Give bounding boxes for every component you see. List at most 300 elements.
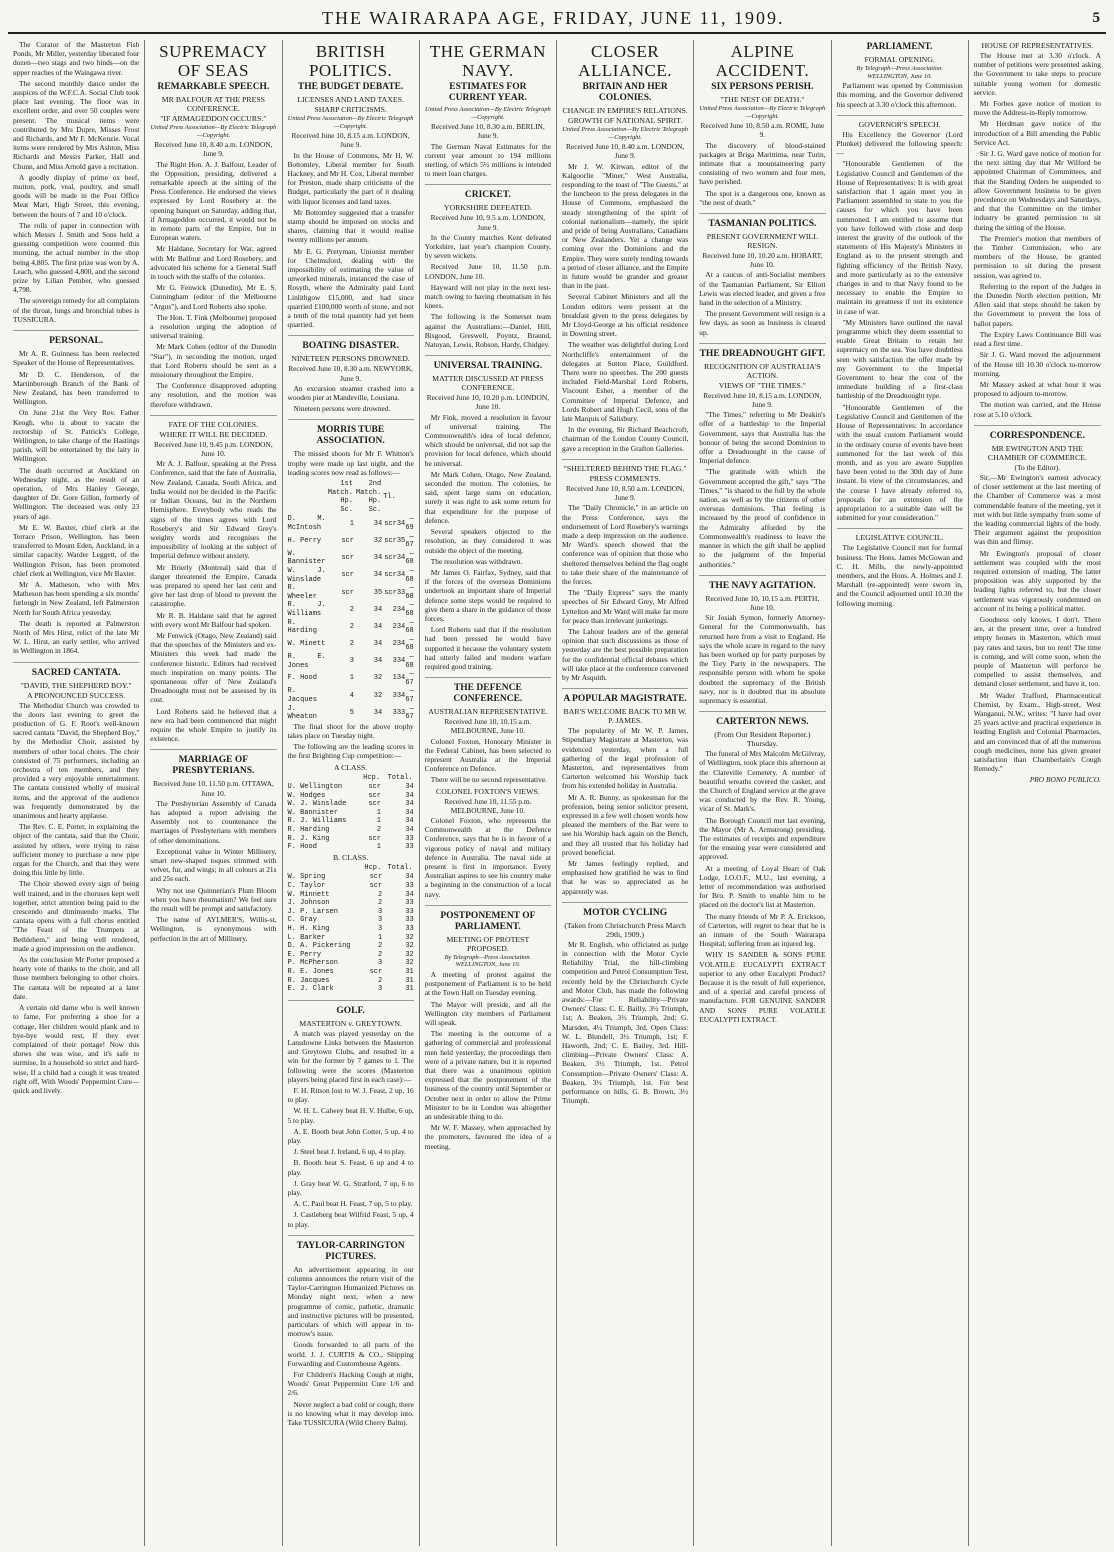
paragraph: The final shoot for the above trophy takes place on Tuesday night.	[287, 721, 414, 740]
paragraph: J. Castleberg beat Wilfrid Feast, 5 up, 4 to play.	[287, 1210, 414, 1229]
subheadline: (Taken from Christchurch Press March 29th, 1909.)	[564, 920, 686, 939]
table-cell: scr	[368, 800, 381, 809]
advertisement: WHY IS SANDER & SONS PURE VOLATILE EUCALYPTI EXTRACT superior to any other Eucalypti Product? Because it is the result of full experience, and of a special and careful process of manufacture. FOR GENUINE SANDER AND SONS PURE VOLATILE EUCALYPTI EXTRACT.	[699, 950, 826, 1024]
column-7	[832, 40, 969, 1546]
paragraph: The spot is a dangerous one, known as "the nest of death."	[699, 188, 826, 207]
subheadline: LICENSES AND LAND TAXES.	[297, 95, 404, 104]
table-cell: R. Jacques	[287, 687, 317, 704]
paragraph: J. Gray beat W. G. Stratford, 7 up, 6 to play.	[287, 1178, 414, 1198]
table-cell: 32	[373, 536, 383, 545]
table-cell: 2	[392, 640, 397, 649]
dateline: Received June 10, 8.30 a.m. BERLIN, June 9.	[431, 122, 545, 141]
table-cell: 3	[378, 916, 383, 925]
paragraph: The many friends of Mr P. A. Erickson, of Carterton, will regret to hear that he is an inmate of the South Wairarapa Hospital, suffering from an injured leg.	[699, 911, 826, 949]
article-personal	[13, 330, 139, 656]
headline: CARTERTON NEWS.	[716, 717, 809, 728]
verse-ad: A certain old dame who is well known to fame, For preferring a shoe for a cottage, Her children would plank and to bye-bye would rest, If they ever complained of their pottage! Now this shows she was wise, and it's safe to surmise, In a household so strict and hard-wise, If a child had a cough it was treated right off, With Woods' Peppermint Cure—quick and lively.	[13, 1003, 140, 1095]
table-cell: U. Wellington	[287, 783, 343, 792]
table-row	[288, 985, 414, 994]
table-cell: 1	[349, 519, 354, 528]
table-row	[288, 891, 414, 900]
table-cell: 32	[373, 691, 383, 700]
table-cell: 35	[396, 536, 406, 545]
paragraph: At a caucus of anti-Socialist members of the Tasmanian Parliament, Sir Elliott Lewis was elected leader, and given a free hand in the selection of a Ministry.	[699, 270, 826, 308]
paragraph: Mr Ewington's proposal of closer settlement was coupled with the most required extension of roading. The latter proposition was ably supported by the leading lights referred to, but the closer settlement was vigorously condemned on account of its being a political matter.	[973, 548, 1101, 613]
paragraph: On June 21st the Very Rev. Father Keogh, who is about to vacate the rectorship of St. Patrick's College, Wellington, to take charge of the Hastings parish, will be entertained by the laity in Wellington.	[13, 408, 140, 464]
table-cell: 34	[373, 554, 383, 563]
table-cell: —68	[405, 584, 414, 601]
table-cell: 32	[405, 959, 414, 968]
paragraph: "Honourable Gentlemen of the Legislative Council and Gentlemen of the House of Representatives: In accordance with the usual custom Parliament would in the ordinary course of events have been summoned for the last week of this month, and as you are aware Supplies have been voted to the 30th day of June instant. In view of the circumstances, and the course I have already referred to, proposals for an extension of the appropriation to a suitable date will be submitted for your consideration."	[836, 402, 963, 523]
page-number: 5	[1092, 9, 1100, 26]
table-cell: —69	[405, 515, 414, 533]
subheadline: "DAVID, THE SHEPHERD BOY."	[20, 680, 132, 690]
table-row	[288, 959, 414, 968]
credit-line: By Telegraph—Press Association. WELLINGTON, June 10.	[444, 953, 532, 969]
paragraph: Why not use Quinnerian's Plum Bloom when you have rheumatism? We feel sure the result will be prompt and satisfactory.	[150, 885, 277, 914]
paragraph: Mr Brierly (Montreal) said that if danger threatened the Empire, Canada was prepared to spend her last cent and give her last drop of blood to prevent the catastrophe.	[150, 562, 277, 609]
table-cell: scr	[368, 791, 381, 800]
subheadline: MR EWINGTON AND THE CHAMBER OF COMMERCE.	[987, 443, 1087, 462]
headline: ALPINE ACCIDENT.	[715, 42, 810, 80]
paragraph: Mr A. R. Guinness has been reelected Speaker of the House of Representatives.	[13, 349, 140, 368]
table-cell: 32	[405, 950, 414, 959]
headline: HOUSE OF REPRESENTATIVES.	[981, 41, 1094, 50]
table-cell: 3	[378, 925, 383, 934]
subheadline: COLONEL FOXTON'S VIEWS.	[436, 786, 540, 796]
dateline: Received June 10, 8.40 a.m. LONDON, June 9.	[154, 140, 273, 159]
headline: BOATING DISASTER.	[302, 341, 399, 352]
table-cell: 35	[373, 588, 383, 597]
table-cell: J. P. Larsen	[287, 907, 338, 916]
article-correspondence	[974, 425, 1101, 785]
subheadline: REMARKABLE SPEECH.	[157, 82, 270, 92]
paragraph: The present Government will resign is a few days, as soon as business is cleared up.	[699, 309, 826, 337]
article-closer-alliance	[562, 42, 688, 453]
subheadline: PRESS COMMENTS.	[589, 473, 661, 483]
paragraph: The Borough Council met last evening, the Mayor (Mr A. Armstrong) presiding. The estimates of receipts and expenditure for the ensuing year were considered and approved.	[699, 815, 826, 862]
paragraph: Mr E. W. Baxter, chief clerk at the Terrace Prison, Wellington, has been transferred to Mount Eden, Auckland, in a similar capacity. Warder Leggett, of the Wellington Prison, has been promoted chief clerk at Wellington, vice Mr Baxter.	[13, 522, 140, 578]
table-cell: H. H. King	[287, 925, 330, 934]
paragraph: Mr R. B. Haldane said that he agreed with every word Mr Balfour had spoken.	[150, 610, 277, 629]
paragraph: The "Daily Express" says the manly speeches of Sir Edward Grey, Mr Alfred Lyttelton and Mr Ward will make far more for peace than irrelevant junketings.	[562, 588, 689, 625]
paragraph: Mr Mark Cohen (editor of the Dunedin "Star"), in seconding the motion, urged that Lord Roberts should be sent as a missionary throughout the Empire.	[150, 342, 277, 380]
table-cell: scr	[341, 571, 354, 580]
paragraph: At a meeting of Loyal Heart of Oak Lodge, I.O.O.F., M.U., last evening, a letter of recommendation was authorised for Bro. P. Smith to enable him to be placed on the doctor's list at Masterton.	[699, 863, 826, 910]
table-cell: 33	[405, 916, 414, 925]
table-cell: 34	[405, 800, 414, 809]
table-cell: scr	[384, 536, 397, 545]
table-cell: 34	[396, 519, 406, 528]
dateline: Received June 10, 8.30 a.m. NEWYORK, June 9.	[288, 364, 414, 383]
paragraph: The Premier's motion that members of the Timber Commission, who are members of the House, be granted permission to sit during the present session, was agreed to.	[973, 233, 1101, 280]
table-cell: 34	[373, 622, 383, 631]
paragraph: A. C. Paul beat H. Feast, 7 up, 5 to play.	[293, 1199, 413, 1209]
table-cell: 1	[376, 843, 381, 852]
table-cell: —68	[405, 549, 414, 567]
table-cell: 34	[405, 826, 414, 835]
table-cell: 31	[405, 985, 414, 994]
subheadline: BRITAIN AND HER COLONIES.	[582, 82, 668, 103]
headline: CRICKET.	[464, 190, 511, 201]
class-a-table	[288, 773, 414, 852]
table-row	[288, 705, 414, 722]
table-cell: 34	[373, 571, 383, 580]
paragraph: The popularity of Mr W. P. James, Stipendiary Magistrate at Masterton, was evidenced yesterday, when a full gathering of the legal profession of Masterton, and representatives from Carterton welcomed his Worship back from his extended holiday in Australia.	[562, 726, 689, 791]
table-cell: 2	[378, 890, 383, 899]
paragraph: Referring to the report of the Judges in the Dunedin North election petition, Mr Allen said that steps should be taken by the Government to prevent the loss of ballot papers.	[973, 281, 1101, 328]
table-cell: 34	[373, 605, 383, 614]
table-row	[288, 968, 414, 977]
article-motor-cycling	[562, 902, 688, 1106]
paragraph: Parliament was opened by Commission this morning, and the Governor delivered his speech at 3.30 o'clock this afternoon.	[836, 81, 963, 109]
paragraph: The funeral of Mrs Malcolm McGilvray, of Wellington, took place this afternoon at the Clareville Cemetery. A number of beautiful wreaths covered the casket, and the Church of England service at the grave was conducted by the Rev. R. Young, vicar of St. Mark's.	[699, 749, 826, 814]
paragraph: The Conference disapproved adopting any resolution, and the motion was therefore withdrawn.	[150, 381, 277, 409]
headline: TAYLOR-CARRINGTON PICTURES.	[296, 1240, 405, 1262]
table-row	[288, 843, 414, 852]
paragraph: Mr R. English, who officiated as judge in connection with the Motor Cycle Reliability Trial, the hill-climbing competition and Petrol Consumption Test, recently held by the Christchurch Cycle and Motor Club, has made the following awards:—For Reliability—Private Owners' Class: C. E. Bailly, 3½ Triumph, 1st; A. Beaken, 3½ Triumph, 2nd; G. Marsden, 4¼ Triumph, 3rd. Open Class: W. L. Blundell, 3½ Triumph, 1st; F. Haworth, 2nd; C. E. Bailey, 3rd. Hill-climbing—Private Owners' Class: A. Beaken, 3½ Triumph, 1st. Petrol Consumption—Private Owners' Class: A. Beaken, 3½ Triumph, 1st. For best performance on hills, G. B. Brown, 3½ Triumph.	[562, 939, 689, 1106]
paragraph: "Honourable Gentlemen of the Legislative Council and Gentlemen of the House of Representatives: It is with great satisfaction that I again meet you in Parliament assembled to state to you the causes for which you have been summoned. I am entitled to assume that you have followed with close and deep interest the gravity of the outlook of the statements of His Majesty's Ministers in England as to the present strength and fighting efficiency of the British Navy, and more particularly as to the extensive changes in and to that Navy found to be necessary to enable the Empire to maintain its greatness if not its existence in case of war.	[836, 159, 963, 316]
table-cell: 33	[405, 843, 414, 852]
table-cell: —67	[405, 532, 414, 550]
paragraph: The meeting is the outcome of a gathering of commercial and professional men held yesterday, the proceedings then were of a private nature, but it is reported that there was a unanimous opinion expressed that the postponement of the business of the country until September or October next in order to allow the Prime Minister to be in London was altogether an undesirable thing to do.	[424, 1029, 551, 1122]
table-cell: scr	[384, 554, 397, 563]
table-cell: 2	[378, 976, 383, 985]
table-cell: E. Perry	[287, 950, 322, 959]
table-header-cell: Hcp.	[363, 773, 380, 782]
headline: MORRIS TUBE ASSOCIATION.	[316, 425, 385, 447]
headline: THE DEFENCE CONFERENCE.	[453, 683, 523, 705]
table-header-cell	[288, 479, 326, 515]
signature: PRO BONO PUBLICO.	[1029, 775, 1101, 785]
credit-line: United Press Association—By Electric Telegraph—Copyright.	[424, 106, 551, 121]
paragraph: The second monthly dance under the auspices of the W.F.C.A. Social Club took place last evening. The floor was in excellent order, and over 50 couples were present. The musical items were contributed by Mrs Dupre, Misses Frost and Richards, and Mr F. McKenzie. Vocal items were rendered by Mrs Ashton, Miss Richards and Messrs Parker, Hall and Chunn, and Miss Arnold gave a recitation.	[13, 78, 140, 171]
table-cell: scr	[369, 882, 383, 891]
table-cell: 34	[405, 783, 414, 792]
paragraph: The Curator of the Masterton Fish Ponds, Mr Miller, yesterday liberated four dozen—two stags and two hinds—on the upper reaches of the Waingawa river.	[13, 40, 140, 77]
table-row	[288, 882, 414, 891]
paragraph: The German Naval Estimates for the current year amount to 194 millions sterling, of which 5½ millions is intended to meet loan charges.	[424, 141, 551, 179]
table-header-cell: Total.	[387, 773, 413, 782]
article-fate-of-colonies	[150, 415, 276, 744]
paragraph: Colonel Foxton, who represents the Commonwealth at the Defence Conference, says that he is in favour of a vigorous policy of naval and military defence in Australia. The naval side at present is first in importance. Every Australian aspires to see his country make a beginning in the construction of a local navy.	[424, 815, 551, 899]
paragraph: Sir Josiah Symon, formerly Attorney-General for the Commonwealth, has returned here from a visit to England. He says the whole scare in regard to the navy has been worked up for party purposes by the Tory Party in the newspapers. The responsible person with whom he spoke doubted the supremacy of the British navy, nor is it doubted that its absolute supremacy is essential.	[699, 613, 826, 705]
headline: LEGISLATIVE COUNCIL.	[855, 533, 944, 543]
paragraph: The Choir showed every sign of being well trained, and in the choruses kept well together, strict attention being paid to the crescendo and diminuendo marks. The cantata opens with a full chorus entitled "The Feast of the Trumpets at Bethlehem," and being well rendered, made a good impression on the audience.	[13, 879, 140, 953]
headline: MOTOR CYCLING	[583, 907, 668, 918]
headline: SUPREMACY OF SEAS	[159, 42, 268, 80]
table-cell: 33	[405, 882, 414, 891]
headline: THE NAVY AGITATION.	[709, 580, 816, 591]
paragraph: Sir,—Mr Ewington's earnest advocacy of closer settlement at the last meeting of the Chamber of Commerce was a most commendable feature of the meeting, yet it met with but little sympathy from some of the leading commercial lights of the body. Their argument against the proposition was thin and flimsy.	[973, 472, 1101, 547]
table-cell: D. A. Pickering	[287, 942, 351, 951]
article-boating-disaster	[288, 335, 414, 413]
table-cell: scr	[384, 588, 397, 597]
dateline: Received June 10, 10.15 a.m. MELBOURNE, June 10.	[444, 717, 532, 736]
table-cell: R. J. King	[287, 834, 330, 843]
paragraph: The discovery of blood-stained packages at Briga Marittima, near Turin, intimate that a mountaineering party consisting of two women and four men, have perished.	[699, 140, 826, 187]
table-cell: 3	[392, 657, 397, 666]
newspaper-title: THE WAIRARAPA AGE, FRIDAY, JUNE 11, 1909.	[322, 7, 785, 28]
paragraph: Mr Wader Trafford, Pharmaceutical Chemist, by Exam., High-street, West Wanganui, N.W., writes: "I have had over 25 years active and practical experience in leading English and Colonial Pharmacies, and am convinced that of all the numerous cough medicines, none has given greater satisfaction than Chamberlain's Cough Remedy."	[973, 690, 1101, 774]
paragraph: The motion was carried, and the House rose at 5.10 o'clock.	[973, 400, 1101, 419]
newspaper-page	[8, 40, 1106, 1546]
paragraph: W. H. L. Calwey beat H. V. Hulbe, 6 up, 5 to play.	[287, 1106, 414, 1125]
paragraph: Mr Bottomley suggested that a transfer stamp should be imposed on stocks and shares, claiming that it would realise twenty millions per annum.	[287, 207, 414, 245]
table-cell: 1	[378, 933, 383, 942]
article-german-navy	[425, 42, 551, 178]
article-sacred-cantata	[13, 662, 139, 1096]
table-cell: 34	[405, 890, 414, 899]
table-row	[288, 533, 414, 550]
subheadline: "THE NEST OF DEATH."	[720, 95, 805, 104]
paragraph: J. Steel beat J. Ireland, 6 up, 4 to play.	[293, 1147, 406, 1157]
table-cell: 33	[405, 925, 414, 934]
headline: BRITISH POLITICS.	[308, 42, 393, 80]
headline: FATE OF THE COLONIES.	[168, 419, 259, 429]
paragraph: For Children's Hacking Cough at night, Woods' Great Peppermint Cure 1/6 and 2/6.	[287, 1370, 414, 1398]
table-row	[288, 584, 414, 601]
paragraph: An advertisement appearing in our columns announces the return visit of the Taylor-Carrington Humanized Pictures on Monday night next, when a new programme of comic, pathetic, dramatic and instructive pictures will be presented, particulars of which will appear in to-morrow's issue.	[287, 1264, 414, 1339]
table-header-cell: Tl.	[383, 492, 396, 501]
table-cell: R. Jacques	[287, 976, 330, 985]
article-morris-tube	[288, 419, 414, 993]
headline: PERSONAL.	[49, 336, 104, 347]
article-navy-agitation	[699, 575, 825, 705]
dateline: Received June 10, 8.50 a.m. ROME, June 9.	[700, 121, 825, 140]
paragraph: Sir J. G. Ward gave notice of motion for the next sitting day that Mr Wilford be appointed Chairman of Committees, and that the Standing Orders be suspended to allow Government business to be given precedence on Wednesdays and Saturdays, and that the Committee on the timber industry be granted permission to sit during the sitting of the House.	[973, 149, 1101, 232]
table-cell: 31	[405, 976, 414, 985]
table-row	[288, 601, 414, 618]
subheadline: "IF ARMAGEDDON OCCURS."	[160, 114, 267, 123]
paragraph: The Expiry Laws Continuance Bill was read a first time.	[973, 329, 1101, 349]
table-cell: —68	[405, 601, 414, 618]
dateline: Received June 10, 8.15 a.m. LONDON, June 9.	[291, 131, 410, 150]
table-cell: scr	[341, 588, 354, 597]
dateline: Received June 10, 8.15 a.m. LONDON, June 9.	[703, 390, 822, 410]
table-cell: scr	[368, 834, 381, 843]
paragraph: The missed shoots for Mr F. Whitton's trophy were made up last night, and the leading scores now read as follows:—	[287, 449, 414, 477]
table-cell: 3	[378, 907, 383, 916]
table-cell: 2	[378, 950, 383, 959]
class-heading: A CLASS.	[333, 762, 368, 772]
table-row	[288, 792, 414, 801]
table-cell: 34	[373, 640, 383, 649]
table-cell: 31	[405, 967, 414, 976]
paragraph: In the evening, Sir Richard Beachcroft, chairman of the London County Council, gave a reception in the Grafton Galleries.	[562, 425, 689, 453]
table-cell: R. E. Jones	[287, 652, 326, 670]
table-cell: 33	[405, 899, 414, 908]
subheadline: MEETING OF PROTEST PROPOSED.	[446, 934, 530, 953]
table-cell: W. Minnett	[287, 890, 330, 899]
table-cell: 3	[392, 708, 397, 717]
paragraph: Mr Mark Cohen, Otago, New Zealand, seconded the motion. The colonies, he said, spent large sums on education, surely it was right to ask some return for that expenditure for the purpose of defence.	[424, 469, 551, 525]
table-cell: 3	[378, 985, 383, 994]
table-row	[288, 925, 414, 934]
paragraph: Goods forwarded to all parts of the world. J. J. CURTIS & CO., Shipping Forwarding and Customhouse Agents.	[287, 1340, 414, 1368]
table-cell: scr	[384, 571, 397, 580]
table-cell: 2	[349, 640, 354, 649]
article-alpine-accident	[699, 42, 825, 207]
paragraph: The name of AYLMER'S, Willis-st, Wellington, is synonymous with perfection in the art of Millinery.	[150, 915, 277, 943]
table-cell: 2	[378, 942, 383, 951]
table-cell: 2	[376, 826, 381, 835]
table-row	[288, 826, 414, 835]
table-row	[288, 670, 414, 687]
table-cell: scr	[368, 783, 381, 792]
article-house-of-representatives	[974, 41, 1101, 419]
table-cell: 3	[378, 959, 383, 968]
paragraph: There will be no second representative.	[430, 775, 547, 785]
column-2	[145, 40, 282, 1546]
paragraph: A meeting of protest against the postponement of Parliament is to be held at the Town Hall on Tuesday evening.	[424, 969, 551, 998]
paragraph: The Mayor will preside, and all the Wellington city members of Parliament will speak.	[424, 999, 551, 1027]
column-6	[694, 40, 831, 1546]
headline: TASMANIAN POLITICS.	[708, 219, 817, 230]
headline: POSTPONEMENT OF PARLIAMENT.	[440, 910, 536, 932]
paragraph: Mr Forbes gave notice of motion to move the Address-in-Reply tomorrow.	[973, 99, 1101, 118]
table-cell: 34	[396, 674, 406, 683]
article-supremacy-of-seas	[150, 42, 276, 409]
table-cell: 34	[396, 622, 406, 631]
headline: A POPULAR MAGISTRATE.	[563, 694, 687, 705]
table-row	[288, 619, 414, 636]
table-cell: D. M. McIntosh	[287, 515, 326, 533]
table-cell: W. J. Winslade	[287, 567, 326, 584]
paragraph: Mr Haldane, Secretary for War, agreed with Mr Balfour and Lord Rosebery, and advocated his scheme for a General Staff in touch with the staffs of the colonies.	[150, 244, 277, 282]
table-cell: E. J. Clark	[287, 985, 334, 994]
paragraph: The rolls of paper in connection with which Messrs J. Smith and Sons held a guessing competition were counted this morning, the actual number in the shop being 4,805. The first prize was won by A. Leach, who guessed 4,800, and the second prize by Lilian Pember, who guessed 4,798.	[13, 220, 140, 295]
salutation-note: (To the Editor).	[1014, 462, 1061, 472]
dateline: Received June 10, 8.40 a.m. LONDON, June 9.	[566, 142, 685, 161]
table-cell: J. Johnson	[287, 899, 330, 908]
table-cell: W. Bannister	[287, 549, 326, 567]
paragraph: The following are the leading scores in the first Brighting Cup competition:—	[287, 742, 414, 761]
table-cell: —68	[405, 652, 414, 670]
table-header-cell: Total.	[387, 863, 413, 872]
paragraph: Mr James feelingly replied, and emphasised how gratified he was to find that he was so appreciated as he apparently was.	[562, 859, 689, 896]
subheadline: NINETEEN PERSONS DROWNED.	[291, 354, 410, 364]
table-cell: —68	[405, 618, 414, 636]
table-cell: R. Harding	[287, 826, 330, 835]
paragraph: As the conclusion Mr Porter proposed a hearty vote of thanks to the choir, and all those members belonging to other choirs. The cantata will be repeated at a later date.	[13, 955, 140, 1001]
article-golf	[288, 1000, 414, 1229]
paragraph: The death is reported at Palmerston North of Mrs Hirst, relict of the late Mr W. L. Hirst, an early settler, who arrived in Wellington in 1864.	[13, 618, 140, 656]
table-header-cell	[288, 863, 361, 874]
headline: GOVERNOR'S SPEECH.	[858, 119, 941, 129]
table-cell: 34	[405, 808, 414, 817]
table-cell: H. Perry	[287, 536, 322, 545]
subheadline: SHARP CRITICISMS.	[314, 105, 387, 114]
subheadline: WHERE IT WILL BE DECIDED.	[159, 429, 268, 439]
paragraph: Received June 10, 11.50 p.m. LONDON, June 10.	[424, 262, 551, 281]
table-cell: scr	[341, 554, 354, 563]
paragraph: The resolution was withdrawn.	[430, 556, 523, 566]
table-row	[288, 653, 414, 670]
paragraph: A goodly display of prime ox beef, mutton, pork, veal, poultry, and small goods will be made in the Post Office Meat Mart, High Street, this evening, between the hours of 7 and 10 o'clock.	[13, 172, 140, 219]
paragraph: Mr Fink, moved a resolution in favour of universal training. The Commonwealth's idea of local defence, which should be universal, did not sap the provision for local defence, which should be universal.	[424, 412, 551, 468]
table-row	[288, 783, 414, 792]
headline: UNIVERSAL TRAINING.	[433, 361, 543, 372]
table-header-cell: Hcp.	[364, 863, 382, 872]
table-cell: scr	[369, 873, 383, 882]
paragraph: Mr A. J. Balfour, speaking at the Press Conference, said that the fate of Australia, New Zealand, Canada, South Africa, and India would not be decided in the Pacific or Indian Oceans, but in the Northern Hemisphere. Everybody who reads the signs of the times agrees with Lord Rosebery's and Sir Edward Grey's weighty words and recognises the impossibility of looking at the subject of Imperial defence without anxiety.	[150, 459, 277, 561]
subheadline: BAR'S WELCOME BACK TO MR W. P. JAMES.	[563, 707, 687, 726]
headline: THE DREADNOUGHT GIFT.	[699, 348, 826, 359]
column-3	[283, 40, 420, 1546]
credit-line: United Press Association—By Electric Telegraph—Copyright.	[562, 126, 689, 141]
paragraph: Several Cabinet Ministers and all the London editors were present at the breakfast given to the press delegates by Mr Lloyd-George at his official residence in Downing street.	[562, 292, 689, 339]
table-cell: 1	[376, 808, 381, 817]
paragraph: Lord Roberts said he believed that a new era had been commenced that might require the whole Empire to justify its existence.	[150, 706, 277, 744]
paragraph: Mr Herdman gave notice of the introduction of a Bill amending the Public Service Act.	[973, 119, 1101, 147]
paragraph: Several speakers objected to the resolution, as they considered it was outside the object of the meeting.	[424, 527, 551, 555]
paragraph: The Presbyterian Assembly of Canada has adopted a report advising the Assembly not to countenance the marriages of Presbyterians with members of other denominations.	[150, 798, 277, 845]
table-cell: 2	[378, 899, 383, 908]
table-header-cell: 1st Match. Hp. Sc.	[327, 480, 353, 514]
table-cell: scr	[341, 536, 354, 545]
table-row	[288, 916, 414, 925]
paragraph: Mr E. G. Pretyman, Unionist member for Chelmsford, dealing with the impossibility of estimating the value of unworked minerals, instanced the case of Rosyth, where the Admiralty paid Lord Linlithgow £15,000, and had since quarried £100,000 worth of stone, and not a tenth of the total quantity had yet been quarried.	[287, 246, 414, 330]
dateline: Received June 10, 9.45 p.m. LONDON, June 10.	[154, 439, 273, 459]
paragraph: F. H. Ritson lost to W. J. Feast, 2 up, 16 to play.	[287, 1085, 414, 1105]
paragraph: Mr James O. Fairfax, Sydney, said that if the forces of the overseas Dominions undertook an important share of Imperial defence some steps would be required to give them a share in the guidance of those forces.	[424, 567, 551, 623]
table-cell: 1	[349, 674, 354, 683]
paragraph: B. Booth beat S. Feast, 6 up and 4 to play.	[287, 1158, 414, 1177]
article-sheltered-behind-flag	[562, 459, 688, 682]
paragraph: The Legislative Council met for formal business. The Hons. James McGowan and C. H. Mills, the newly-appointed members, and the Hons. A. Holmes and J. Marshall (re-appointed) were sworn in, and the Council adjourned until 10.30 the following morning.	[836, 543, 963, 608]
paragraph: Goodness only knows, I don't. There are, at the present time, over a hundred empty houses in Masterton, which must pay rates and taxes, but no rent! The time is coming, and will come soon, when the people of Masterton will perforce be compelled to assist themselves, and demand closer settlement, and have it, too.	[973, 614, 1101, 689]
table-cell: —67	[405, 670, 414, 687]
article-dreadnought-gift	[699, 343, 825, 569]
dateline: Received June 10, 10.15 a.m. PERTH, June 10.	[705, 593, 820, 612]
paragraph: Mr W. F. Massey, when approached by the promoters, favoured the idea of a meeting.	[424, 1123, 551, 1151]
table-cell: 34	[396, 640, 406, 649]
class-heading: B. CLASS.	[332, 852, 369, 862]
paragraph: Never neglect a bad cold or cough; there is no knowing what it may develop into. Take TUSSICURA (Wild Cherry Balm).	[287, 1399, 414, 1428]
headline: MARRIAGE OF PRESBYTERIANS.	[172, 755, 255, 777]
table-cell: 5	[349, 708, 354, 717]
table-row	[288, 873, 414, 882]
table-cell: —67	[405, 704, 414, 722]
paragraph: The House met at 3.30 o'clock. A number of petitions were presented asking the Government to take steps to procure suitable young women for domestic service.	[973, 51, 1101, 97]
table-cell: 2	[392, 622, 397, 631]
article-carterton-news	[699, 711, 825, 1024]
subheadline: AUSTRALIAN REPRESENTATIVE.	[428, 707, 548, 717]
table-row	[288, 550, 414, 567]
table-cell: F. Hood	[287, 674, 317, 683]
table-cell: R. Harding	[287, 618, 317, 636]
table-cell: 3	[349, 657, 354, 666]
table-row	[288, 800, 414, 809]
table-row	[288, 934, 414, 943]
table-cell: 1	[376, 817, 381, 826]
table-cell: —68	[405, 635, 414, 653]
table-cell: 32	[405, 933, 414, 942]
article-cricket	[425, 184, 551, 349]
table-cell: 2	[392, 605, 397, 614]
table-cell: 34	[405, 791, 414, 800]
subheadline: FORMAL OPENING.	[864, 55, 935, 64]
table-cell: R. Wheeler	[287, 584, 317, 601]
table-cell: 33	[396, 708, 406, 717]
table-cell: 34	[396, 605, 406, 614]
table-row	[288, 515, 414, 532]
subheadline: THE BUDGET DEBATE.	[297, 82, 404, 92]
morris-scores-table	[288, 479, 414, 722]
column-8	[969, 40, 1106, 1546]
subheadline: CHANGE IN EMPIRE'S RELATIONS.	[562, 106, 688, 115]
